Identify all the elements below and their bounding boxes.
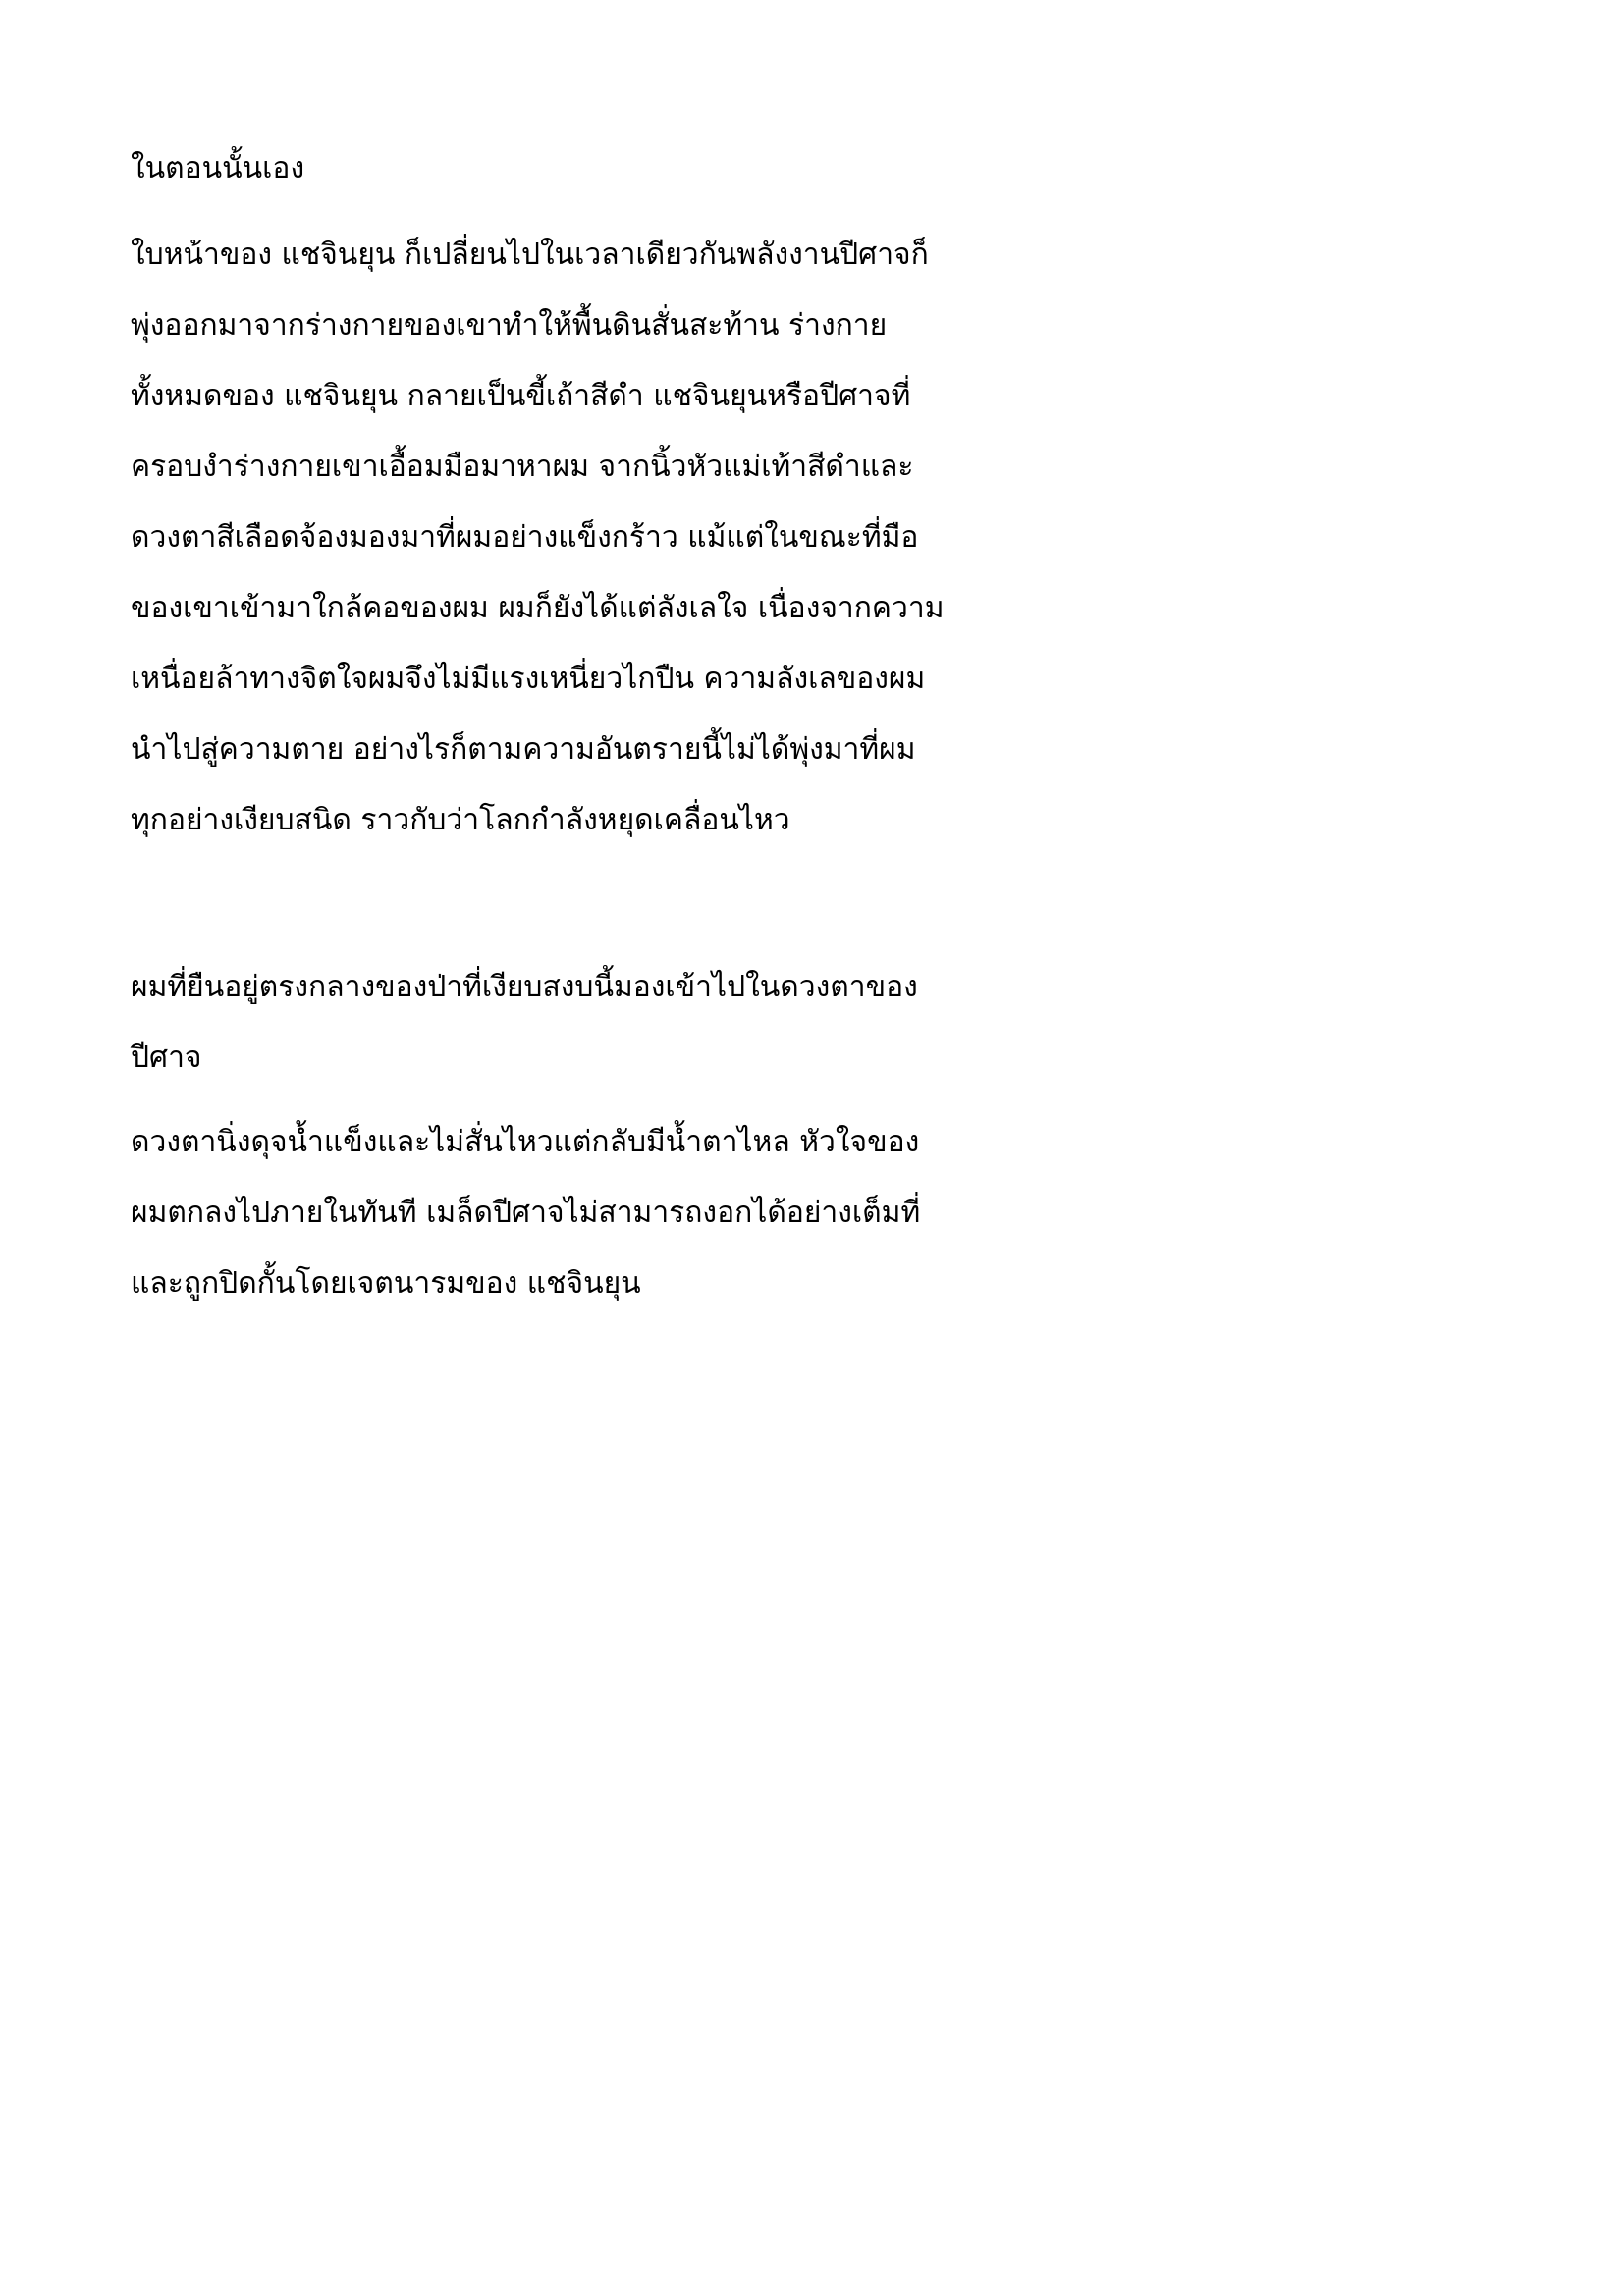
text-line: ใบหน้าของ แชจินยุน ก็เปลี่ยนไปในเวลาเดียวกันพลังงานปีศาจก็ [131, 238, 929, 272]
text-line: เหนื่อยล้าทางจิตใจผมจึงไม่มีแรงเหนี่ยวไกปืน ความลังเลของผม [131, 662, 926, 696]
text-line: นำไปสู่ความตาย อย่างไรก็ตามความอันตรายนี้ไม่ได้พุ่งมาที่ผม [131, 732, 916, 767]
text-line: ผมที่ยืนอยู่ตรงกลางของป่าที่เงียบสงบนี้มองเข้าไปในดวงตาของ [131, 970, 918, 1004]
document-page [0, 0, 1083, 1531]
text-line: ดวงตานิ่งดุจน้ำแข็งและไม่สั่นไหวแต่กลับมีน้ำตาไหล หัวใจของ [131, 1125, 920, 1159]
text-line: พุ่งออกมาจากร่างกายของเขาทำให้พื้นดินสั่นสะท้าน ร่างกาย [131, 308, 888, 343]
text-line: ทุกอย่างเงียบสนิด ราวกับว่าโลกกำลังหยุดเคลื่อนไหว [131, 803, 790, 837]
text-line: ในตอนนั้นเอง [131, 151, 305, 186]
text-line: ทั้งหมดของ แชจินยุน กลายเป็นขี้เถ้าสีดำ แชจินยุนหรือปีศาจที่ [131, 379, 911, 413]
text-line: ผมตกลงไปภายในทันที เมล็ดปีศาจไม่สามารถงอกได้อย่างเต็มที่ [131, 1196, 921, 1230]
text-line: ดวงตาสีเลือดจ้องมองมาที่ผมอย่างแข็งกร้าว แม้แต่ในขณะที่มือ [131, 520, 919, 555]
text-line: และถูกปิดกั้นโดยเจตนารมของ แชจินยุน [131, 1266, 641, 1301]
text-line: ครอบงำร่างกายเขาเอื้อมมือมาหาผม จากนิ้วหัวแม่เท้าสีดำและ [131, 450, 914, 484]
text-line: ของเขาเข้ามาใกล้คอของผม ผมก็ยังได้แต่ลังเลใจ เนื่องจากความ [131, 591, 945, 625]
text-line: ปีศาจ [131, 1041, 202, 1075]
